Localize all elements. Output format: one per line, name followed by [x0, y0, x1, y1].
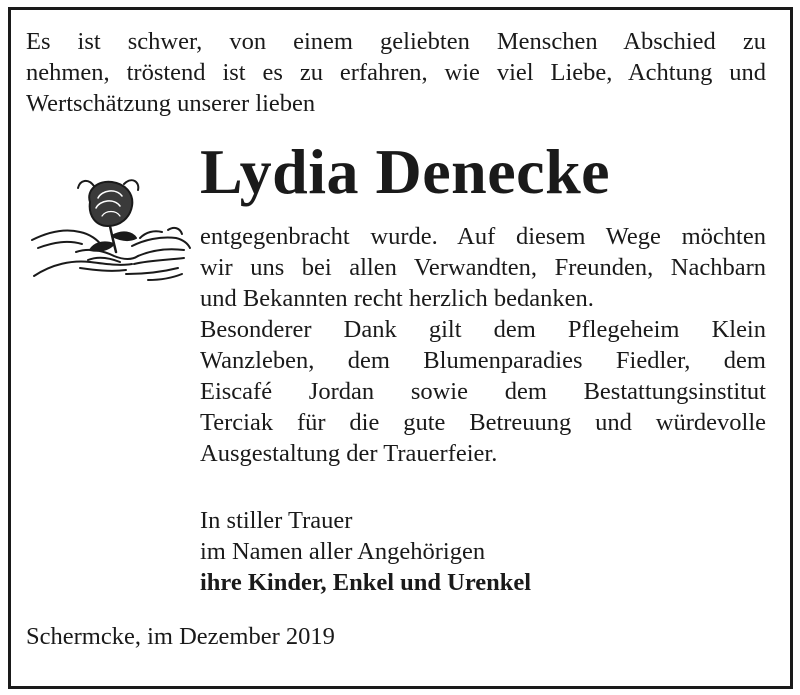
deceased-name: Lydia Denecke [200, 136, 611, 207]
body-line: entgegenbracht wurde. Auf diesem Wege möchten [200, 223, 766, 250]
body-line: Terciak für die gute Betreuung und würdevolle [200, 409, 766, 436]
body-line: Ausgestaltung der Trauerfeier. [200, 440, 498, 467]
closing-line-mourning: In stiller Trauer [200, 507, 353, 534]
closing-block [200, 505, 531, 598]
intro-line: nehmen, tröstend ist es zu erfahren, wie viel Liebe, Achtung und [26, 59, 766, 86]
body-line: Eiscafé Jordan sowie dem Bestattungsinstitut [200, 378, 766, 405]
intro-line: Wertschätzung unserer lieben [26, 90, 316, 117]
intro-paragraph [26, 26, 766, 119]
rose-in-hands-icon [28, 168, 192, 296]
closing-line-relatives: im Namen aller Angehörigen [200, 538, 486, 565]
body-line: Besonderer Dank gilt dem Pflegeheim Klein [200, 316, 766, 343]
closing-signature: ihre Kinder, Enkel und Urenkel [200, 569, 532, 596]
intro-line: Es ist schwer, von einem geliebten Menschen Abschied zu [26, 28, 766, 55]
body-line: wir uns bei allen Verwandten, Freunden, Nachbarn [200, 254, 766, 281]
gratitude-paragraph [200, 221, 766, 469]
place-and-date: Schermcke, im Dezember 2019 [26, 623, 335, 650]
body-line: Wanzleben, dem Blumenparadies Fiedler, dem [200, 347, 766, 374]
body-line: und Bekannten recht herzlich bedanken. [200, 285, 594, 312]
